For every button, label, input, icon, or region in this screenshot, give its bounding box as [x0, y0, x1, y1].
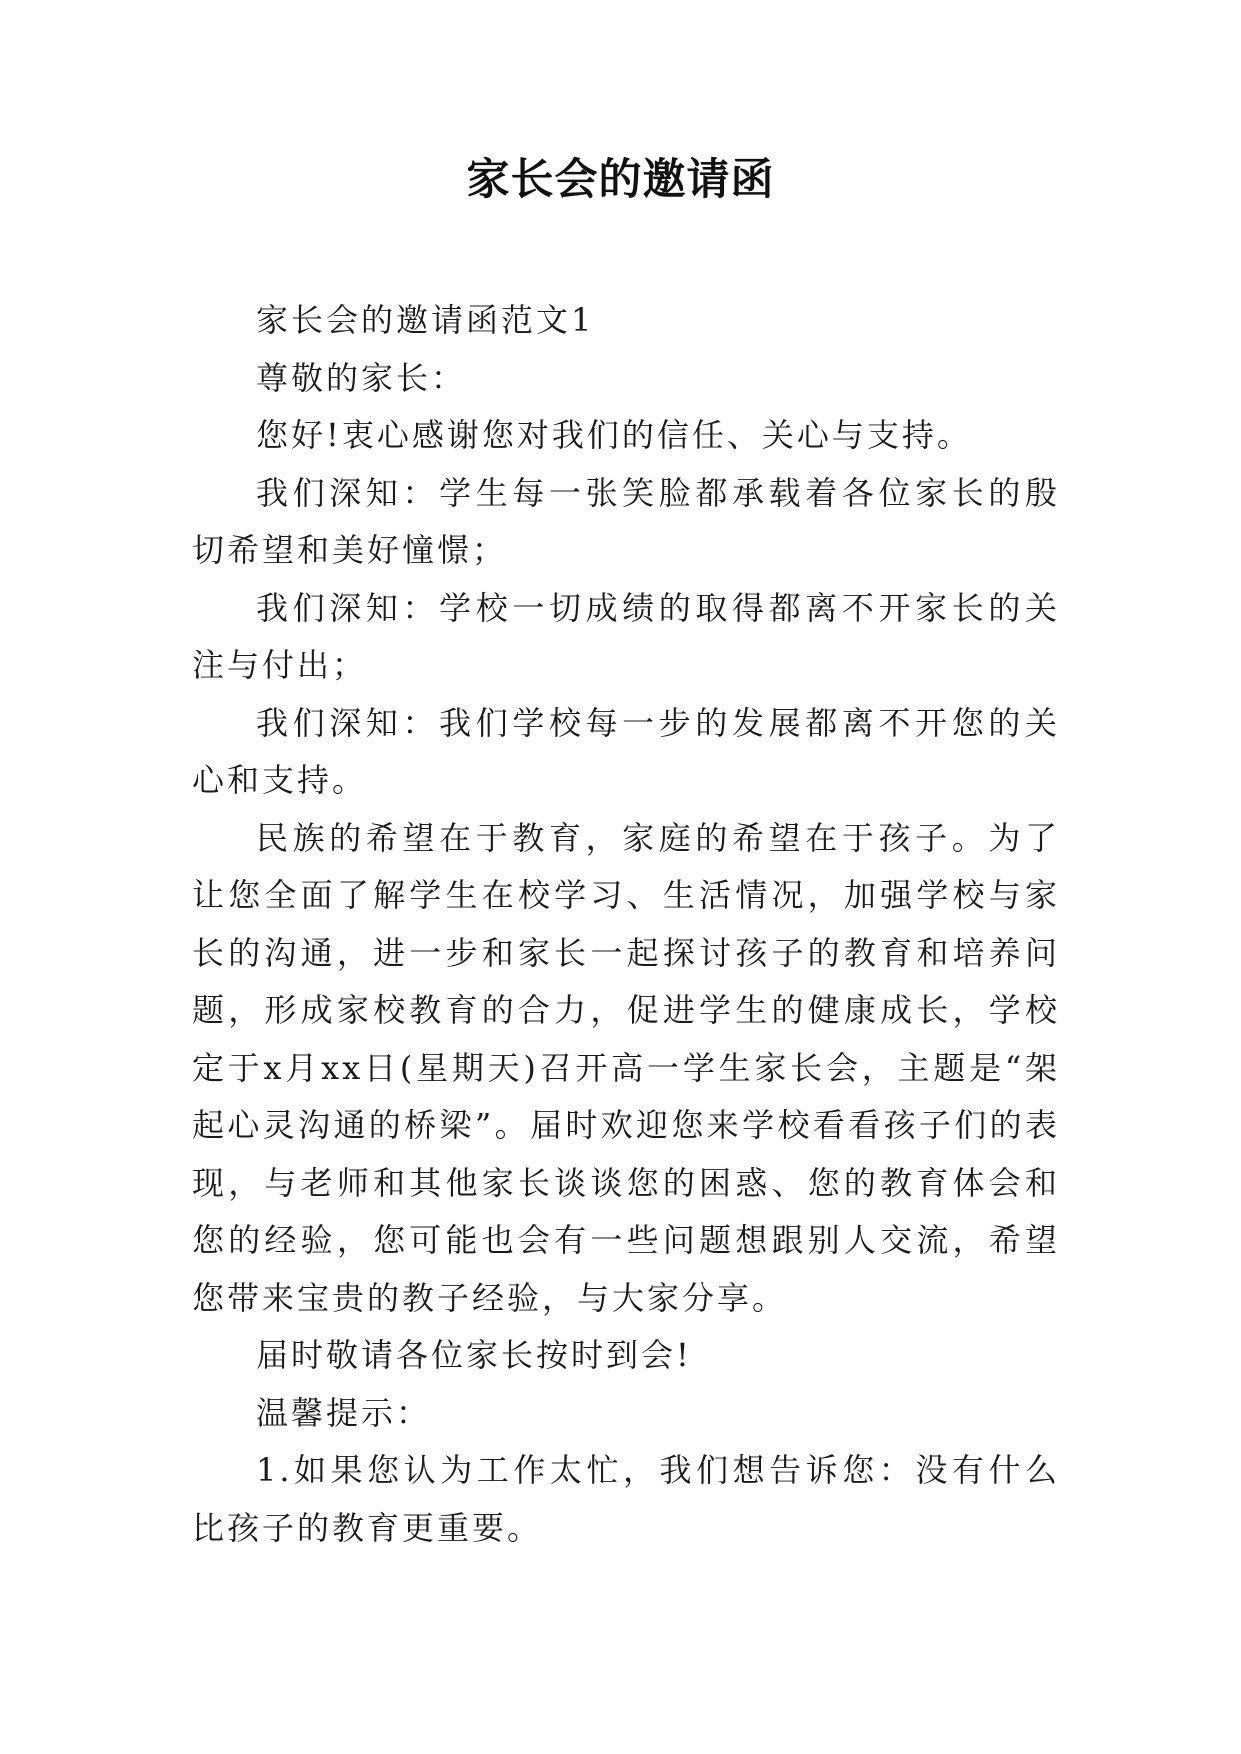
document-body	[192, 292, 1060, 1557]
paragraph-tip-1: 1.如果您认为工作太忙，我们想告诉您：没有什么比孩子的教育更重要。	[192, 1451, 1060, 1547]
paragraph-salutation: 尊敬的家长：	[256, 358, 467, 397]
document-title: 家长会的邀请函	[466, 155, 775, 205]
paragraph-subtitle: 家长会的邀请函范文1	[256, 301, 595, 339]
paragraph-we-know-1: 我们深知：学生每一张笑脸都承载着各位家长的殷切希望和美好憧憬；	[192, 473, 1060, 569]
paragraph-tips-heading: 温馨提示：	[256, 1393, 432, 1432]
paragraph-please-attend: 届时敬请各位家长按时到会!	[256, 1336, 692, 1374]
paragraph-meeting-details: 民族的希望在于教育，家庭的希望在于孩子。为了让您全面了解学生在校学习、生活情况，加强学校与家长的沟通，进一步和家长一起探讨孩子的教育和培养问题，形成家校教育的合力，促进学生的健康成长，学校定于x月xx日(星期天)召开高一学生家长会，主题是“架起心灵沟通的桥梁”。届时欢迎您来学校看看孩子们的表现，与老师和其他家长谈谈您的困惑、您的教育体会和您的经验，您可能也会有一些问题想跟别人交流，希望您带来宝贵的教子经验，与大家分享。	[192, 818, 1060, 1317]
paragraph-greeting: 您好!衷心感谢您对我们的信任、关心与支持。	[256, 416, 972, 454]
paragraph-we-know-3: 我们深知：我们学校每一步的发展都离不开您的关心和支持。	[192, 703, 1060, 799]
paragraph-we-know-2: 我们深知：学校一切成绩的取得都离不开家长的关注与付出；	[192, 588, 1060, 684]
